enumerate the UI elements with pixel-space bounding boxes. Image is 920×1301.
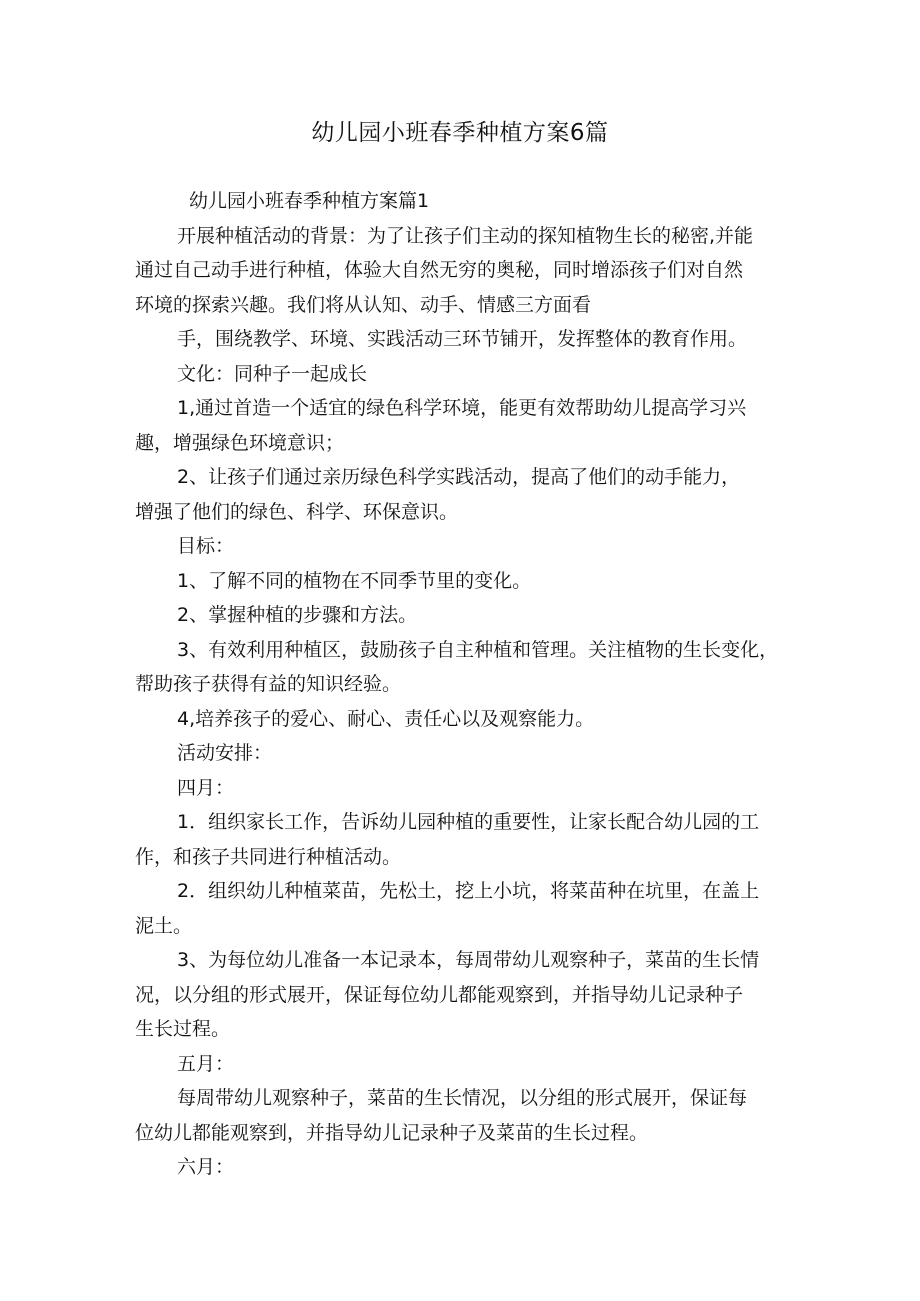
paragraph-line: 生长过程。 xyxy=(135,1018,231,1040)
paragraph xyxy=(135,529,795,564)
paragraph-line: 2、让孩子们通过亲历绿色科学实践活动，提高了他们的动手能力， xyxy=(177,466,741,488)
paragraph xyxy=(135,771,795,806)
document-body xyxy=(135,184,795,1185)
paragraph-line: 3、为每位幼儿准备一本记录本，每周带幼儿观察种子，菜苗的生长情 xyxy=(177,949,760,971)
paragraph-line: 4,培养孩子的爱心、耐心、责任心以及观察能力。 xyxy=(177,707,595,730)
paragraph-line: 活动安排： xyxy=(177,742,273,764)
paragraph-line: 开展种植活动的背景：为了让孩子们主动的探知植物生长的秘密,并能 xyxy=(177,224,754,247)
paragraph xyxy=(135,598,795,633)
paragraph-line: 每周带幼儿观察种子，菜苗的生长情况，以分组的形式展开，保证每 xyxy=(177,1087,748,1109)
paragraph-line: 作，和孩子共同进行种植活动。 xyxy=(135,845,402,868)
document-title: 幼儿园小班春季种植方案6篇 xyxy=(311,120,609,146)
paragraph xyxy=(135,357,795,392)
paragraph xyxy=(135,943,795,1047)
paragraph-line: 1、了解不同的植物在不同季节里的变化。 xyxy=(177,569,532,592)
paragraph xyxy=(135,1047,795,1082)
paragraph-line: 1,通过首造一个适宜的绿色科学环境，能更有效帮助幼儿提高学习兴 xyxy=(177,397,747,419)
paragraph-line: 目标： xyxy=(177,535,235,557)
paragraph-line: 2．组织幼儿种植菜苗，先松土，挖上小坑，将菜苗种在坑里，在盖上 xyxy=(177,880,760,902)
paragraph-line: 六月： xyxy=(177,1156,235,1178)
paragraph-line: 况，以分组的形式展开，保证每位幼儿都能观察到，并指导幼儿记录种子 xyxy=(135,983,744,1006)
paragraph xyxy=(135,702,795,737)
paragraph-line: 增强了他们的绿色、科学、环保意识。 xyxy=(135,500,459,523)
paragraph-line: 四月： xyxy=(177,776,235,799)
paragraph-line: 趣，增强绿色环境意识； xyxy=(135,431,345,454)
paragraph xyxy=(135,1150,795,1185)
paragraph-line: 通过自己动手进行种植，体验大自然无穷的奥秘，同时增添孩子们对自然 xyxy=(135,259,744,281)
paragraph-line: 位幼儿都能观察到，并指导幼儿记录种子及菜苗的生长过程。 xyxy=(135,1121,649,1144)
paragraph xyxy=(135,1081,795,1150)
paragraph-line: 3、有效利用种植区，鼓励孩子自主种植和管理。关注植物的生长变化， xyxy=(177,638,779,661)
paragraph-list xyxy=(135,219,795,1185)
paragraph xyxy=(135,736,795,771)
paragraph-line: 泥土。 xyxy=(135,914,193,937)
paragraph-line: 环境的探索兴趣。我们将从认知、动手、情感三方面看 xyxy=(135,293,592,316)
paragraph xyxy=(135,460,795,529)
paragraph-line: 文化：同种子一起成长 xyxy=(177,362,368,385)
paragraph-line: 2、掌握种植的步骤和方法。 xyxy=(177,604,418,626)
paragraph xyxy=(135,219,795,323)
paragraph xyxy=(135,633,795,702)
paragraph-line: 1．组织家长工作，告诉幼儿园种植的重要性，让家长配合幼儿园的工 xyxy=(177,811,760,833)
paragraph-line: 五月： xyxy=(177,1052,235,1075)
paragraph-line: 手，围绕教学、环境、实践活动三环节铺开，发挥整体的教育作用。 xyxy=(177,328,748,350)
paragraph-line: 帮助孩子获得有益的知识经验。 xyxy=(135,673,402,695)
paragraph xyxy=(135,805,795,874)
paragraph xyxy=(135,874,795,943)
paragraph xyxy=(135,564,795,599)
paragraph xyxy=(135,391,795,460)
section-heading: 幼儿园小班春季种植方案篇1 xyxy=(189,190,430,212)
paragraph xyxy=(135,322,795,357)
